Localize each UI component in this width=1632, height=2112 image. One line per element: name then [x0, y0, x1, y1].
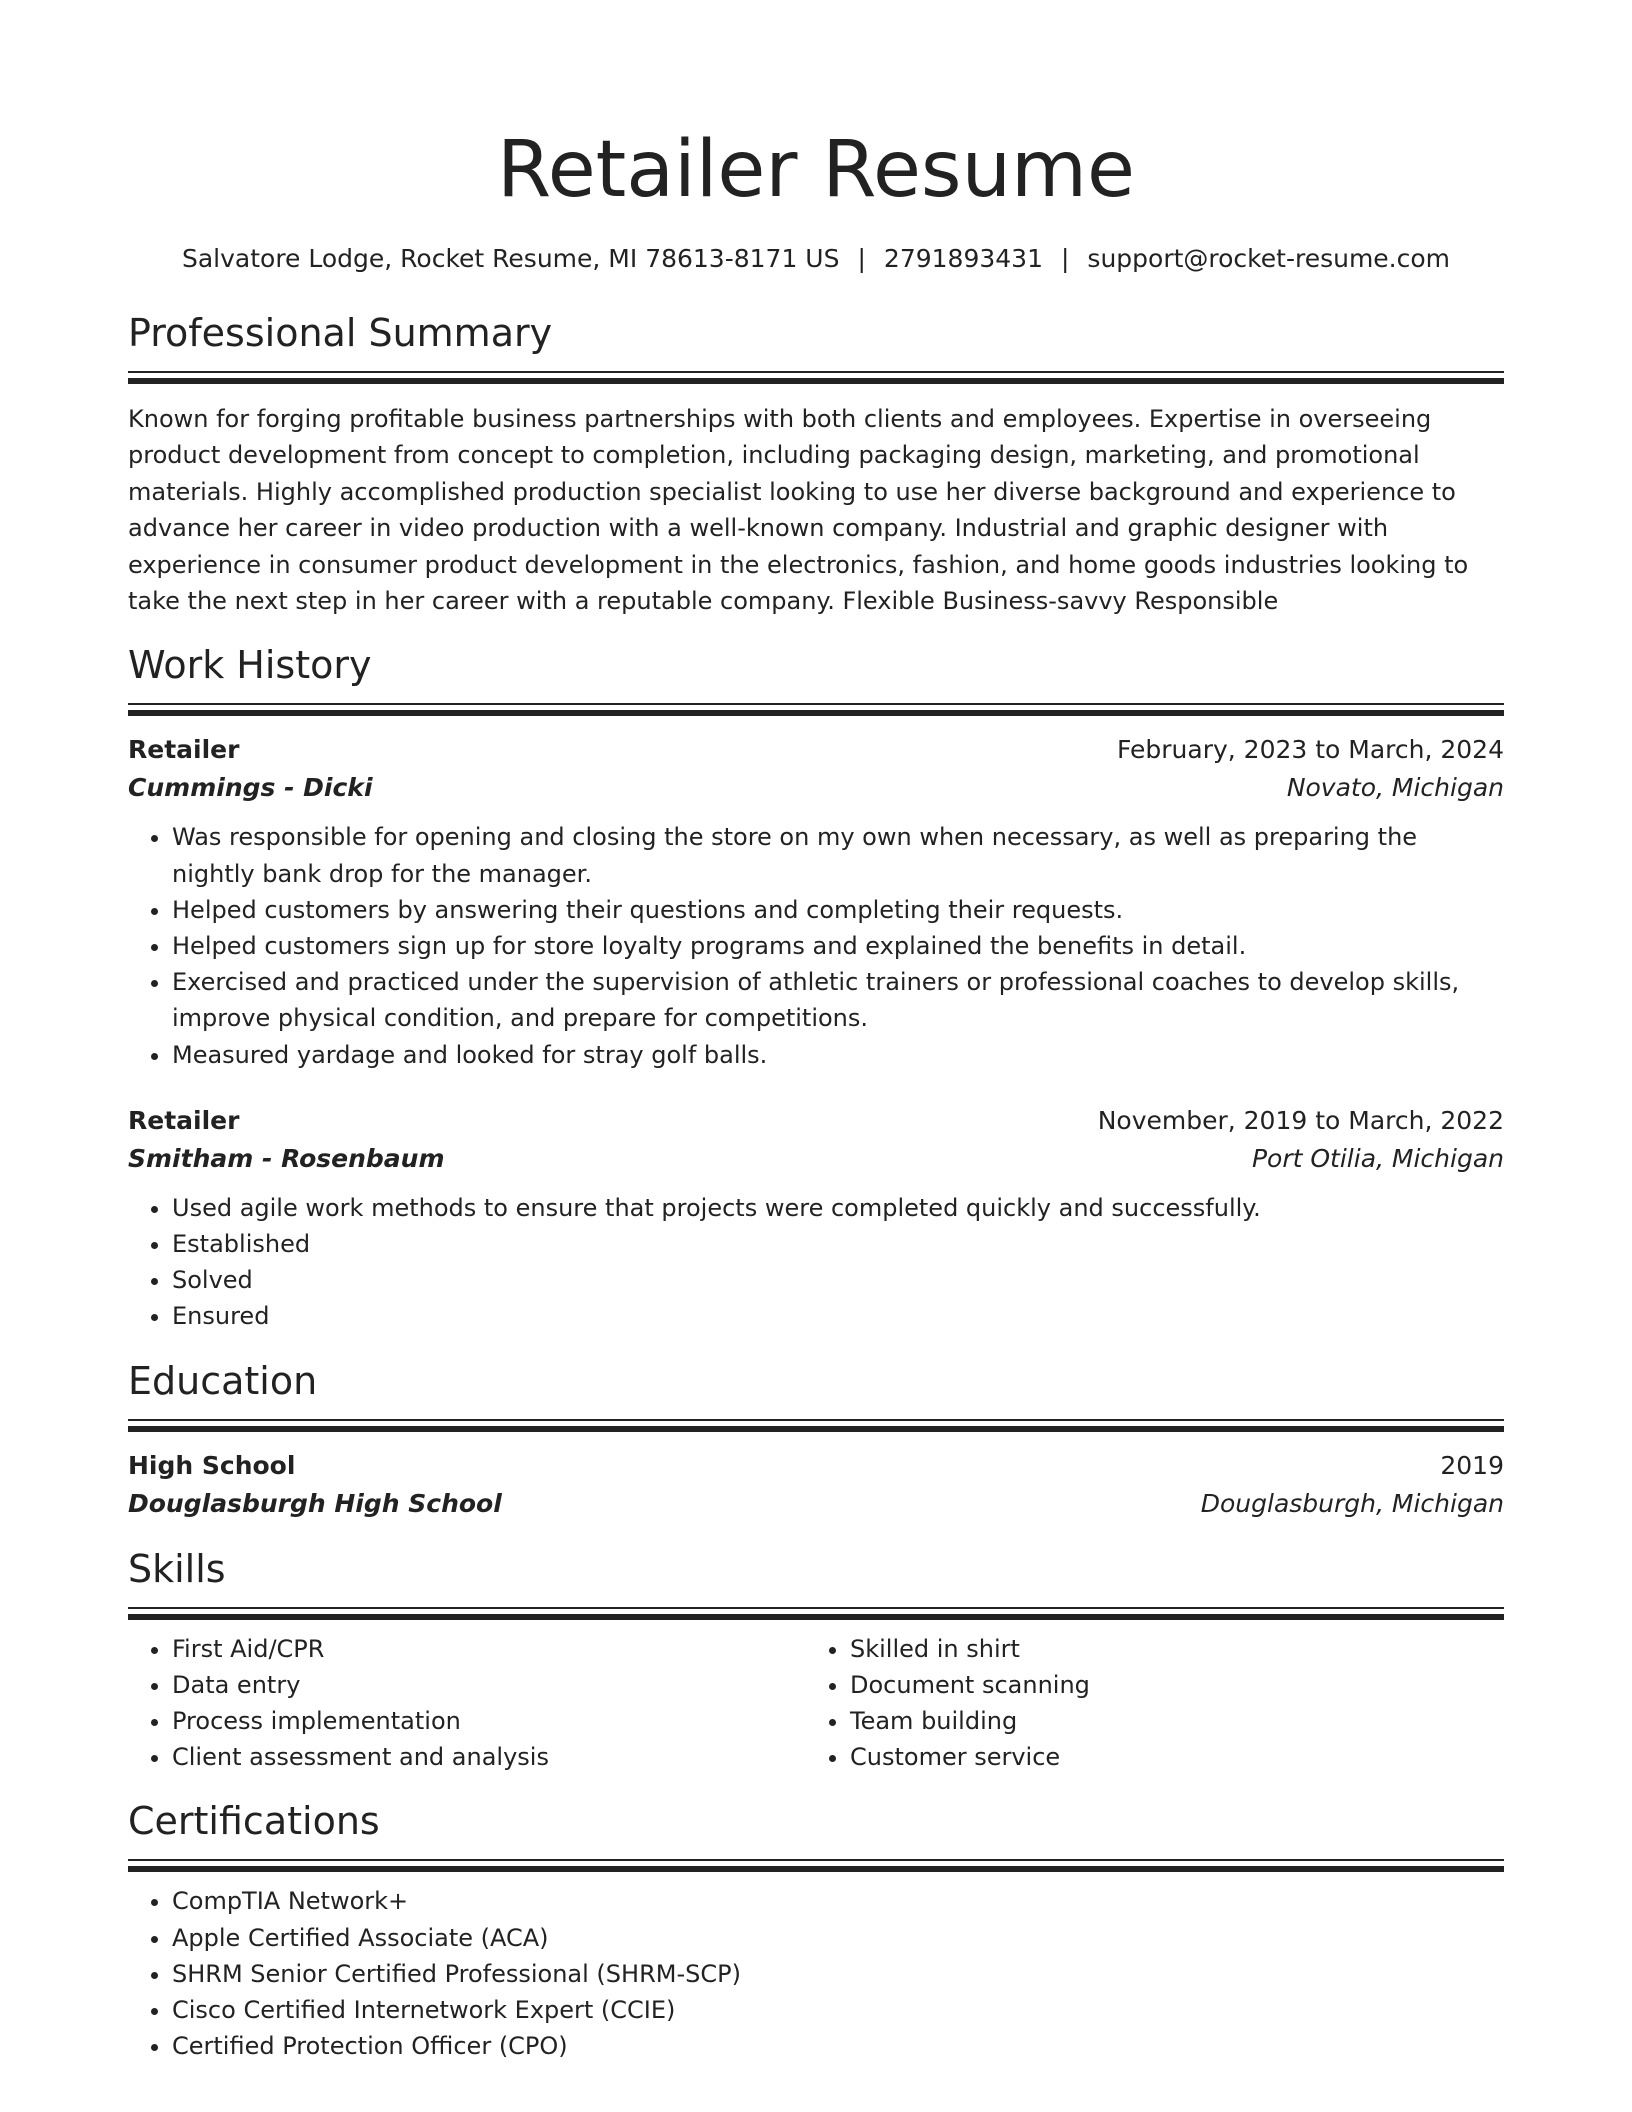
- job-header-row: [128, 731, 1504, 769]
- job-company-row: [128, 1140, 1504, 1178]
- job-header-row: [128, 1102, 1504, 1140]
- list-item: • Data entry: [172, 1667, 806, 1703]
- section-divider: [128, 1419, 1504, 1433]
- list-item: • SHRM Senior Certified Professional (SHRM-SCP): [172, 1956, 1504, 1992]
- list-item: • Certified Protection Officer (CPO): [172, 2028, 1504, 2064]
- job-company: Smitham - Rosenbaum: [128, 1143, 445, 1173]
- education-entry: [128, 1447, 1504, 1523]
- job-title: Retailer: [128, 735, 240, 765]
- contact-email: support@rocket-resume.com: [1087, 244, 1451, 273]
- section-heading-certifications: Certifications: [128, 1799, 380, 1844]
- skills-section: [128, 1543, 1504, 1776]
- skills-list-left: [128, 1631, 806, 1776]
- section-heading-work-history: Work History: [128, 643, 372, 688]
- list-item: • First Aid/CPR: [172, 1631, 806, 1667]
- education-school: Douglasburgh High School: [128, 1488, 502, 1518]
- list-item: • Exercised and practiced under the supervision of athletic trainers or professional coaches to develop skills, improve physical condition, and prepare for competitions.: [172, 964, 1504, 1036]
- job-duties-list: [128, 819, 1504, 1072]
- education-degree: High School: [128, 1450, 296, 1480]
- list-item: • Team building: [850, 1703, 1484, 1739]
- list-item: • Was responsible for opening and closing the store on my own when necessary, as well as preparing the nightly bank drop for the manager.: [172, 819, 1504, 891]
- list-item: • Ensured: [172, 1298, 1504, 1334]
- list-item: • Apple Certified Associate (ACA): [172, 1920, 1504, 1956]
- list-item: • Customer service: [850, 1739, 1484, 1775]
- list-item: • Solved: [172, 1262, 1504, 1298]
- job-location: Novato, Michigan: [1286, 773, 1504, 803]
- list-item: • Process implementation: [172, 1703, 806, 1739]
- resume-title: Retailer Resume: [497, 125, 1135, 215]
- summary-text: Known for forging profitable business partnerships with both clients and employees. Expertise in overseeing product development from concept to completion, including packaging design, marketing, and promotional materials. Highly accomplished production specialist looking to use her diverse background and experience to advance her career in video production with a well-known company. Industrial and graphic designer with experience in consumer product development in the electronics, fashion, and home goods industries looking to take the next step in her career with a reputable company. Flexible Business-savvy Responsible: [128, 405, 1469, 616]
- list-item: • Document scanning: [850, 1667, 1484, 1703]
- contact-phone: 2791893431: [883, 244, 1043, 273]
- job-entry: [128, 1102, 1504, 1335]
- skills-grid: [128, 1621, 1504, 1776]
- section-divider: [128, 371, 1504, 385]
- summary-section: [128, 307, 1504, 619]
- job-company: Cummings - Dicki: [128, 773, 373, 803]
- education-section: [128, 1355, 1504, 1523]
- job-entry: [128, 731, 1504, 1072]
- contact-address: Salvatore Lodge, Rocket Resume, MI 78613-8171 US: [181, 244, 840, 273]
- section-heading-education: Education: [128, 1358, 318, 1403]
- list-item: • Used agile work methods to ensure that projects were completed quickly and successfully.: [172, 1190, 1504, 1226]
- job-duties-list: [128, 1190, 1504, 1335]
- contact-separator: |: [857, 244, 866, 273]
- list-item: • Helped customers by answering their questions and completing their requests.: [172, 892, 1504, 928]
- list-item: • Skilled in shirt: [850, 1631, 1484, 1667]
- section-heading-skills: Skills: [128, 1546, 226, 1591]
- list-item: • CompTIA Network+: [172, 1883, 1504, 1919]
- list-item: • Client assessment and analysis: [172, 1739, 806, 1775]
- education-location: Douglasburgh, Michigan: [1200, 1488, 1504, 1518]
- education-school-row: [128, 1485, 1504, 1523]
- section-divider: [128, 703, 1504, 717]
- section-heading-summary: Professional Summary: [128, 311, 553, 355]
- skills-list-right: [806, 1631, 1484, 1776]
- section-divider: [128, 1607, 1504, 1621]
- education-header-row: [128, 1447, 1504, 1485]
- job-company-row: [128, 769, 1504, 807]
- job-title: Retailer: [128, 1105, 240, 1135]
- list-item: • Helped customers sign up for store loyalty programs and explained the benefits in detail.: [172, 928, 1504, 964]
- job-location: Port Otilia, Michigan: [1251, 1143, 1504, 1173]
- contact-separator: |: [1060, 244, 1070, 273]
- job-dates: February, 2023 to March, 2024: [1116, 735, 1504, 765]
- list-item: • Cisco Certified Internetwork Expert (CCIE): [172, 1992, 1504, 2028]
- list-item: • Measured yardage and looked for stray golf balls.: [172, 1037, 1504, 1073]
- certifications-list: [128, 1883, 1504, 2064]
- contact-line: [128, 241, 1504, 277]
- job-dates: November, 2019 to March, 2022: [1097, 1105, 1504, 1135]
- certifications-section: [128, 1795, 1504, 2064]
- education-year: 2019: [1440, 1450, 1504, 1480]
- work-history-section: [128, 639, 1504, 1334]
- list-item: • Established: [172, 1226, 1504, 1262]
- section-divider: [128, 1859, 1504, 1873]
